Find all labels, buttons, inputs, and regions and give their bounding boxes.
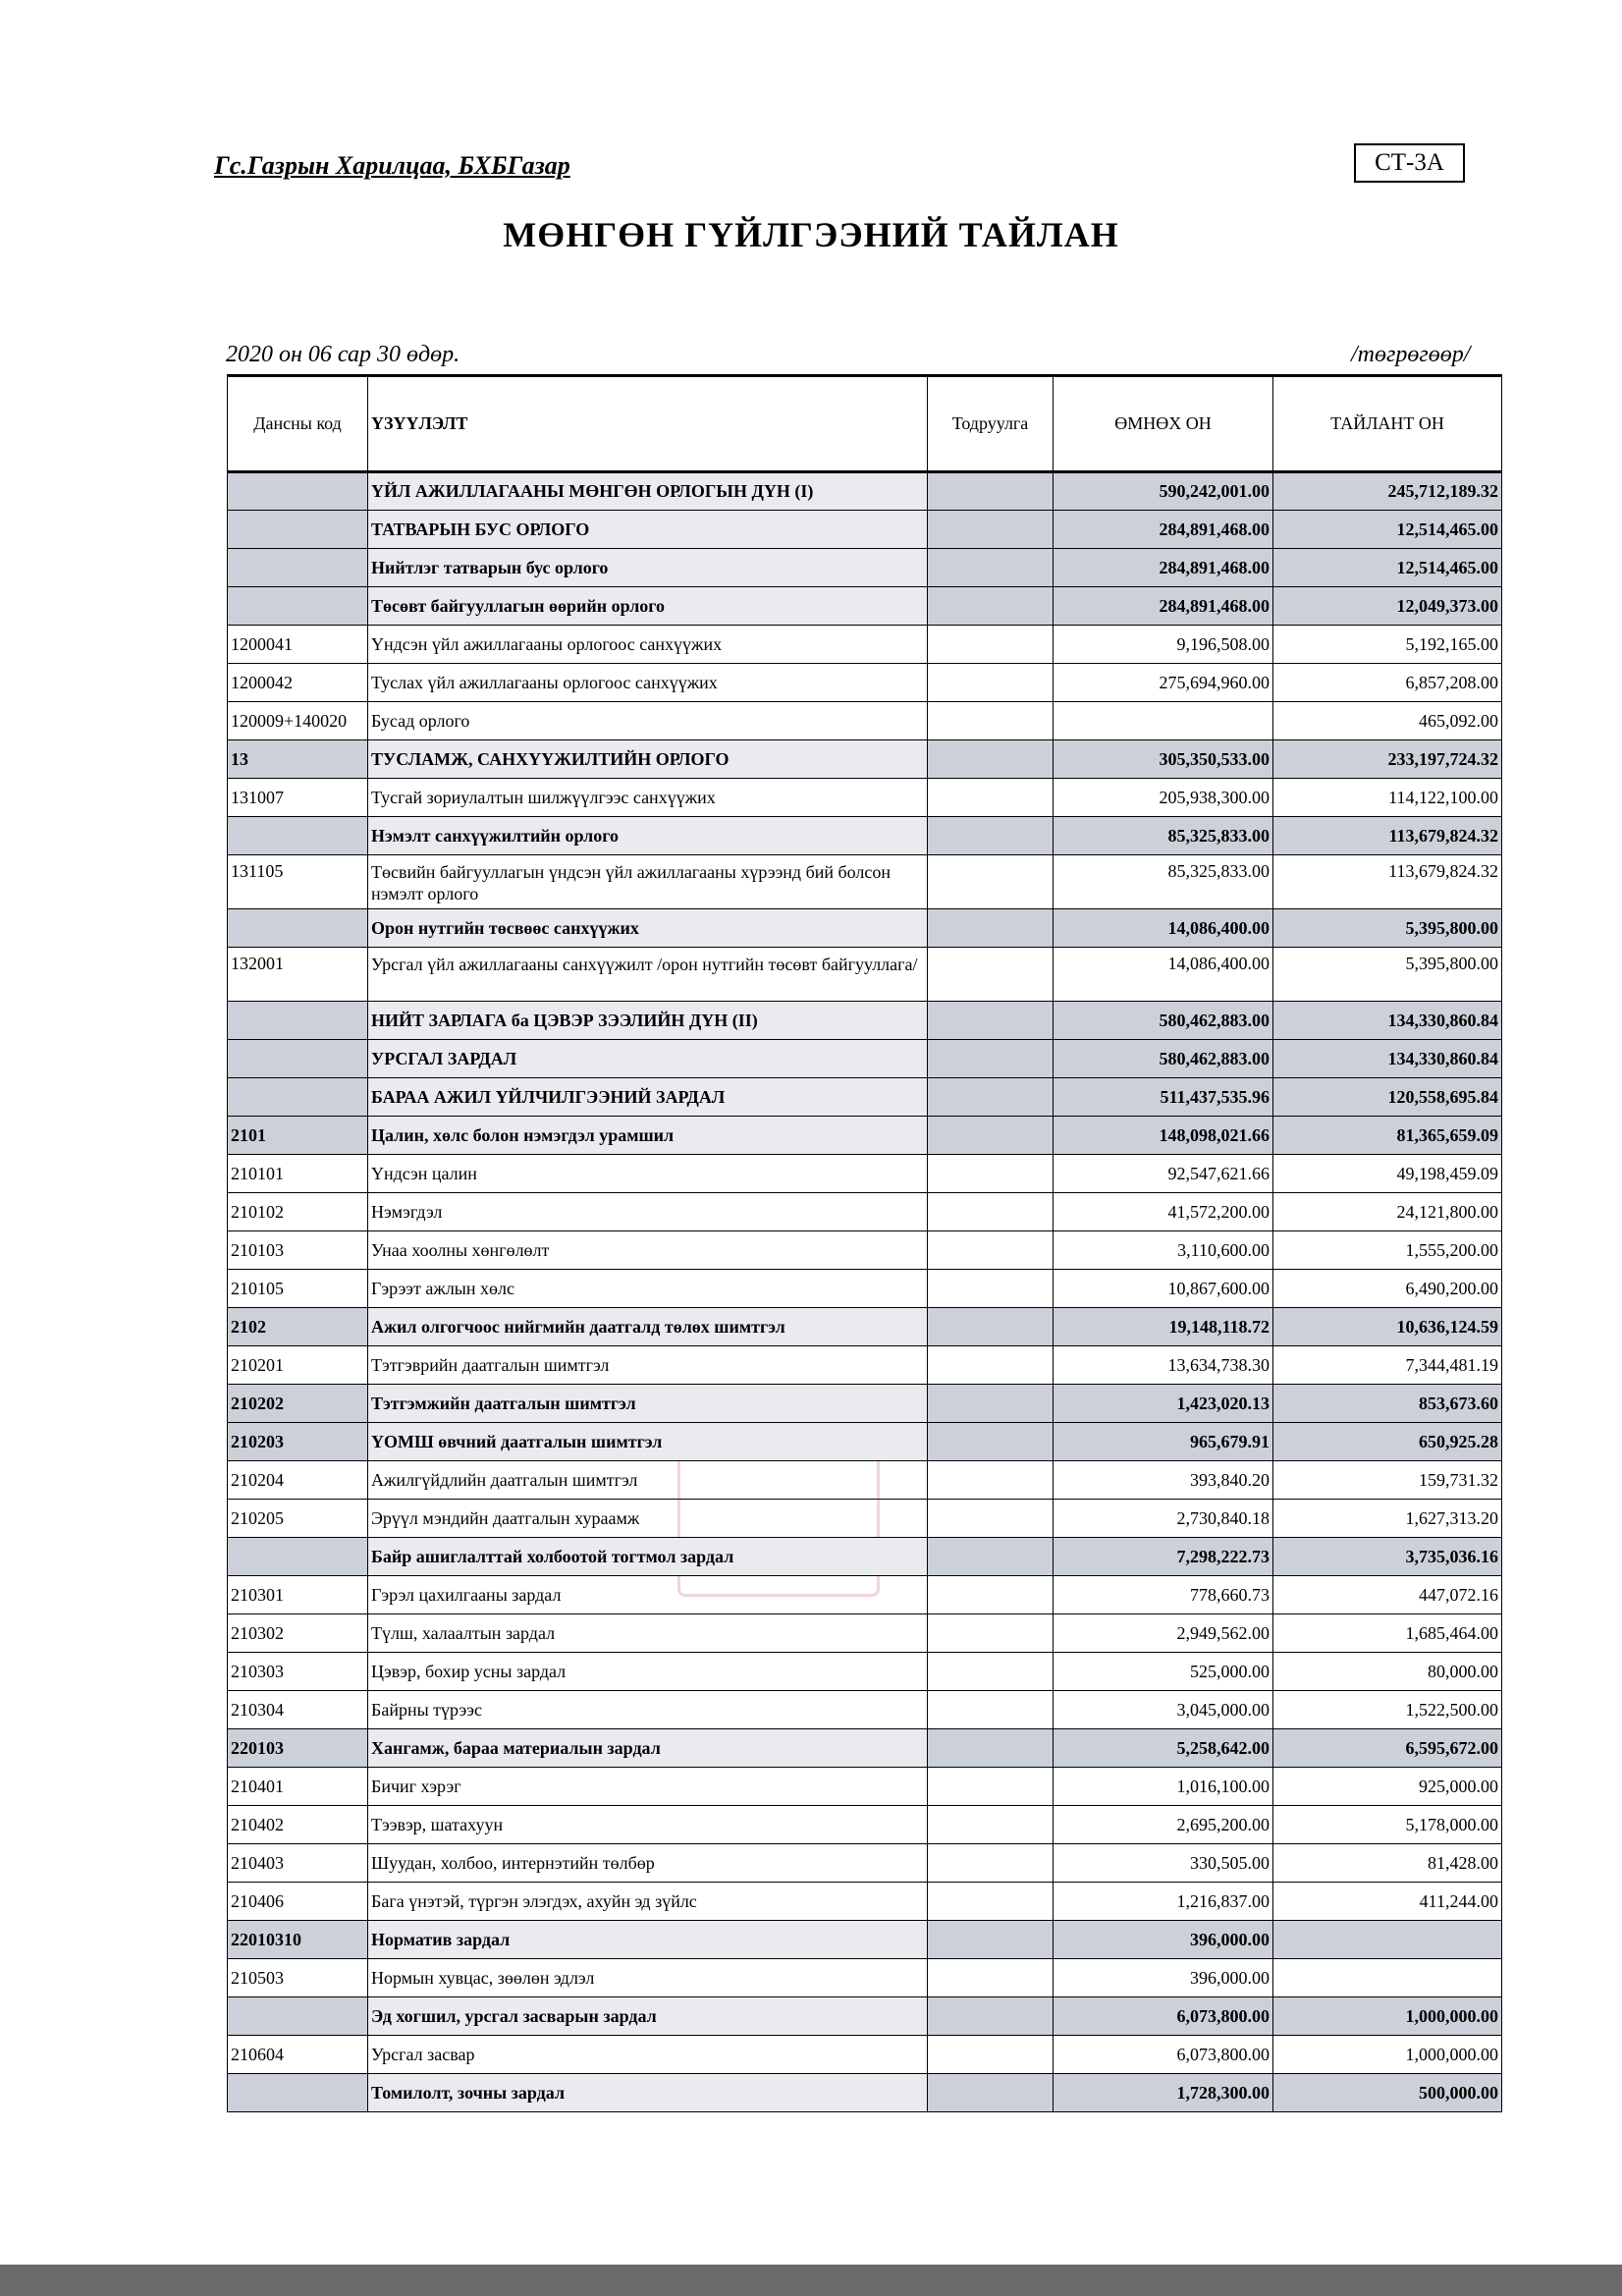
- row-description: Тусгай зориулалтын шилжүүлгээс санхүүжих: [368, 779, 928, 817]
- row-current-year: 49,198,459.09: [1273, 1155, 1502, 1193]
- row-code: 210203: [228, 1423, 368, 1461]
- row-note: [928, 855, 1054, 909]
- row-note: [928, 1538, 1054, 1576]
- table-row: [228, 664, 1502, 702]
- row-description: Шуудан, холбоо, интернэтийн төлбөр: [368, 1844, 928, 1883]
- row-previous-year: 19,148,118.72: [1054, 1308, 1273, 1346]
- report-date: 2020 он 06 сар 30 өдөр.: [226, 342, 460, 367]
- row-current-year: 6,857,208.00: [1273, 664, 1502, 702]
- table-row: [228, 1346, 1502, 1385]
- row-note: [928, 1653, 1054, 1691]
- row-previous-year: 148,098,021.66: [1054, 1117, 1273, 1155]
- row-code: [228, 511, 368, 549]
- row-previous-year: 41,572,200.00: [1054, 1193, 1273, 1231]
- row-description: Хангамж, бараа материалын зардал: [368, 1729, 928, 1768]
- row-description: Нэмэлт санхүүжилтийн орлого: [368, 817, 928, 855]
- table-row: [228, 855, 1502, 909]
- row-code: 210503: [228, 1959, 368, 1997]
- row-code: [228, 472, 368, 511]
- row-code: 210401: [228, 1768, 368, 1806]
- table-row: [228, 511, 1502, 549]
- column-header-description: ҮЗҮҮЛЭЛТ: [368, 376, 928, 472]
- table-row: [228, 626, 1502, 664]
- row-code: [228, 1997, 368, 2036]
- row-previous-year: 396,000.00: [1054, 1921, 1273, 1959]
- row-description: Эд хогшил, урсгал засварын зардал: [368, 1997, 928, 2036]
- row-current-year: 1,000,000.00: [1273, 1997, 1502, 2036]
- row-note: [928, 1385, 1054, 1423]
- row-code: 1200041: [228, 626, 368, 664]
- table-row: [228, 1653, 1502, 1691]
- row-code: 210402: [228, 1806, 368, 1844]
- agency-name: Гс.Газрын Харилцаа, БХБГазар: [214, 151, 570, 180]
- table-row: [228, 1997, 1502, 2036]
- row-previous-year: 580,462,883.00: [1054, 1040, 1273, 1078]
- table-row: [228, 1117, 1502, 1155]
- table-row: [228, 1193, 1502, 1231]
- row-code: 2102: [228, 1308, 368, 1346]
- row-code: [228, 909, 368, 948]
- row-current-year: 159,731.32: [1273, 1461, 1502, 1500]
- table-header-row: [228, 376, 1502, 472]
- row-current-year: 3,735,036.16: [1273, 1538, 1502, 1576]
- row-current-year: 12,514,465.00: [1273, 549, 1502, 587]
- row-code: 210406: [228, 1883, 368, 1921]
- row-note: [928, 1500, 1054, 1538]
- row-previous-year: 1,016,100.00: [1054, 1768, 1273, 1806]
- row-code: 210102: [228, 1193, 368, 1231]
- table-row: [228, 948, 1502, 1002]
- row-code: 210604: [228, 2036, 368, 2074]
- row-current-year: 120,558,695.84: [1273, 1078, 1502, 1117]
- row-current-year: 7,344,481.19: [1273, 1346, 1502, 1385]
- row-previous-year: 85,325,833.00: [1054, 817, 1273, 855]
- row-previous-year: 275,694,960.00: [1054, 664, 1273, 702]
- row-description: Төсөвт байгууллагын өөрийн орлого: [368, 587, 928, 626]
- row-note: [928, 2074, 1054, 2112]
- row-description: Байрны түрээс: [368, 1691, 928, 1729]
- row-note: [928, 1270, 1054, 1308]
- row-code: 210103: [228, 1231, 368, 1270]
- table-row: [228, 1423, 1502, 1461]
- row-description: Нийтлэг татварын бус орлого: [368, 549, 928, 587]
- row-previous-year: 525,000.00: [1054, 1653, 1273, 1691]
- row-description: Төсвийн байгууллагын үндсэн үйл ажиллагааны хүрээнд бий болсон нэмэлт орлого: [368, 855, 928, 909]
- row-note: [928, 626, 1054, 664]
- table-row: [228, 1500, 1502, 1538]
- row-current-year: 650,925.28: [1273, 1423, 1502, 1461]
- row-current-year: 12,514,465.00: [1273, 511, 1502, 549]
- row-description: Нормын хувцас, зөөлөн эдлэл: [368, 1959, 928, 1997]
- row-description: Орон нутгийн төсвөөс санхүүжих: [368, 909, 928, 948]
- row-previous-year: 1,728,300.00: [1054, 2074, 1273, 2112]
- row-note: [928, 1576, 1054, 1614]
- row-previous-year: 778,660.73: [1054, 1576, 1273, 1614]
- row-note: [928, 1959, 1054, 1997]
- row-note: [928, 1078, 1054, 1117]
- row-description: Урсгал засвар: [368, 2036, 928, 2074]
- row-previous-year: 305,350,533.00: [1054, 740, 1273, 779]
- row-current-year: 81,365,659.09: [1273, 1117, 1502, 1155]
- row-description: Цэвэр, бохир усны зардал: [368, 1653, 928, 1691]
- table-row: [228, 1270, 1502, 1308]
- row-description: Тэтгэмжийн даатгалын шимтгэл: [368, 1385, 928, 1423]
- scan-bottom-edge: [0, 2265, 1622, 2296]
- row-note: [928, 1155, 1054, 1193]
- row-previous-year: 511,437,535.96: [1054, 1078, 1273, 1117]
- table-row: [228, 1538, 1502, 1576]
- column-header-note: Тодруулга: [928, 376, 1054, 472]
- table-row: [228, 2036, 1502, 2074]
- table-row: [228, 1844, 1502, 1883]
- row-description: Бичиг хэрэг: [368, 1768, 928, 1806]
- table-row: [228, 779, 1502, 817]
- table-row: [228, 1385, 1502, 1423]
- row-current-year: 853,673.60: [1273, 1385, 1502, 1423]
- table-row: [228, 472, 1502, 511]
- row-previous-year: 1,423,020.13: [1054, 1385, 1273, 1423]
- table-row: [228, 909, 1502, 948]
- row-current-year: 24,121,800.00: [1273, 1193, 1502, 1231]
- table-row: [228, 817, 1502, 855]
- row-note: [928, 664, 1054, 702]
- row-code: 131105: [228, 855, 368, 909]
- cash-flow-table: [227, 374, 1502, 2112]
- row-current-year: 1,627,313.20: [1273, 1500, 1502, 1538]
- row-code: [228, 2074, 368, 2112]
- row-description: Үндсэн цалин: [368, 1155, 928, 1193]
- row-previous-year: 2,730,840.18: [1054, 1500, 1273, 1538]
- row-note: [928, 1461, 1054, 1500]
- row-note: [928, 1844, 1054, 1883]
- row-code: 210403: [228, 1844, 368, 1883]
- row-note: [928, 948, 1054, 1002]
- row-previous-year: 393,840.20: [1054, 1461, 1273, 1500]
- row-note: [928, 1346, 1054, 1385]
- row-note: [928, 1614, 1054, 1653]
- row-code: 13: [228, 740, 368, 779]
- row-description: Бусад орлого: [368, 702, 928, 740]
- row-description: ҮОМШ өвчний даатгалын шимтгэл: [368, 1423, 928, 1461]
- table-row: [228, 1078, 1502, 1117]
- row-note: [928, 1117, 1054, 1155]
- row-previous-year: 92,547,621.66: [1054, 1155, 1273, 1193]
- row-description: Түлш, халаалтын зардал: [368, 1614, 928, 1653]
- row-description: Туслах үйл ажиллагааны орлогоос санхүүжих: [368, 664, 928, 702]
- row-note: [928, 472, 1054, 511]
- row-description: Эрүүл мэндийн даатгалын хураамж: [368, 1500, 928, 1538]
- row-code: 210205: [228, 1500, 368, 1538]
- table-row: [228, 1576, 1502, 1614]
- column-header-current-year: ТАЙЛАНТ ОН: [1273, 376, 1502, 472]
- row-current-year: 5,192,165.00: [1273, 626, 1502, 664]
- row-previous-year: 965,679.91: [1054, 1423, 1273, 1461]
- row-code: [228, 817, 368, 855]
- row-current-year: [1273, 1921, 1502, 1959]
- row-note: [928, 1193, 1054, 1231]
- row-code: [228, 587, 368, 626]
- row-current-year: 114,122,100.00: [1273, 779, 1502, 817]
- row-current-year: 113,679,824.32: [1273, 817, 1502, 855]
- row-previous-year: [1054, 702, 1273, 740]
- table-row: [228, 740, 1502, 779]
- row-previous-year: 284,891,468.00: [1054, 587, 1273, 626]
- row-code: 210301: [228, 1576, 368, 1614]
- row-previous-year: 1,216,837.00: [1054, 1883, 1273, 1921]
- row-current-year: 12,049,373.00: [1273, 587, 1502, 626]
- row-current-year: 447,072.16: [1273, 1576, 1502, 1614]
- row-code: 210202: [228, 1385, 368, 1423]
- row-description: Норматив зардал: [368, 1921, 928, 1959]
- row-note: [928, 1040, 1054, 1078]
- row-current-year: 10,636,124.59: [1273, 1308, 1502, 1346]
- row-previous-year: 7,298,222.73: [1054, 1538, 1273, 1576]
- row-description: Тээвэр, шатахуун: [368, 1806, 928, 1844]
- row-previous-year: 13,634,738.30: [1054, 1346, 1273, 1385]
- row-note: [928, 511, 1054, 549]
- row-code: [228, 1078, 368, 1117]
- row-code: 210201: [228, 1346, 368, 1385]
- row-description: Бага үнэтэй, түргэн элэгдэх, ахуйн эд зүйлс: [368, 1883, 928, 1921]
- row-code: 210302: [228, 1614, 368, 1653]
- row-current-year: 5,178,000.00: [1273, 1806, 1502, 1844]
- row-code: 210304: [228, 1691, 368, 1729]
- table-row: [228, 1614, 1502, 1653]
- table-row: [228, 1461, 1502, 1500]
- column-header-previous-year: ӨМНӨХ ОН: [1054, 376, 1273, 472]
- row-description: ТАТВАРЫН БУС ОРЛОГО: [368, 511, 928, 549]
- row-description: Нэмэгдэл: [368, 1193, 928, 1231]
- row-current-year: 6,595,672.00: [1273, 1729, 1502, 1768]
- table-row: [228, 1729, 1502, 1768]
- row-code: 2101: [228, 1117, 368, 1155]
- row-current-year: 134,330,860.84: [1273, 1002, 1502, 1040]
- row-note: [928, 1423, 1054, 1461]
- row-code: 220103: [228, 1729, 368, 1768]
- row-previous-year: 3,045,000.00: [1054, 1691, 1273, 1729]
- row-note: [928, 702, 1054, 740]
- row-previous-year: 284,891,468.00: [1054, 549, 1273, 587]
- table-row: [228, 1959, 1502, 1997]
- row-previous-year: 2,949,562.00: [1054, 1614, 1273, 1653]
- row-description: Томилолт, зочны зардал: [368, 2074, 928, 2112]
- row-description: Гэрэл цахилгааны зардал: [368, 1576, 928, 1614]
- row-code: 210101: [228, 1155, 368, 1193]
- row-description: Байр ашиглалттай холбоотой тогтмол зардал: [368, 1538, 928, 1576]
- row-code: [228, 1002, 368, 1040]
- row-current-year: 1,685,464.00: [1273, 1614, 1502, 1653]
- table-row: [228, 1806, 1502, 1844]
- report-title: МӨНГӨН ГҮЙЛГЭЭНИЙ ТАЙЛАН: [503, 215, 1119, 254]
- row-description: ТУСЛАМЖ, САНХҮҮЖИЛТИЙН ОРЛОГО: [368, 740, 928, 779]
- table-row: [228, 1231, 1502, 1270]
- row-description: Ажилгүйдлийн даатгалын шимтгэл: [368, 1461, 928, 1500]
- row-current-year: 134,330,860.84: [1273, 1040, 1502, 1078]
- column-header-code: Дансны код: [228, 376, 368, 472]
- row-note: [928, 1002, 1054, 1040]
- row-description: Ажил олгогчоос нийгмийн даатгалд төлөх шимтгэл: [368, 1308, 928, 1346]
- row-previous-year: 14,086,400.00: [1054, 948, 1273, 1002]
- row-current-year: 925,000.00: [1273, 1768, 1502, 1806]
- row-description: Үндсэн үйл ажиллагааны орлогоос санхүүжих: [368, 626, 928, 664]
- row-previous-year: 330,505.00: [1054, 1844, 1273, 1883]
- row-note: [928, 1729, 1054, 1768]
- row-current-year: 500,000.00: [1273, 2074, 1502, 2112]
- row-code: 131007: [228, 779, 368, 817]
- row-description: Унаа хоолны хөнгөлөлт: [368, 1231, 928, 1270]
- currency-unit: /төгрөгөөр/: [1351, 342, 1471, 367]
- row-previous-year: 2,695,200.00: [1054, 1806, 1273, 1844]
- row-previous-year: 590,242,001.00: [1054, 472, 1273, 511]
- row-note: [928, 1921, 1054, 1959]
- row-note: [928, 740, 1054, 779]
- row-description: Урсгал үйл ажиллагааны санхүүжилт /орон нутгийн төсөвт байгууллага/: [368, 948, 928, 1002]
- row-code: [228, 549, 368, 587]
- row-description: БАРАА АЖИЛ ҮЙЛЧИЛГЭЭНИЙ ЗАРДАЛ: [368, 1078, 928, 1117]
- row-current-year: 233,197,724.32: [1273, 740, 1502, 779]
- row-current-year: 1,522,500.00: [1273, 1691, 1502, 1729]
- row-code: 22010310: [228, 1921, 368, 1959]
- row-current-year: 5,395,800.00: [1273, 909, 1502, 948]
- table-row: [228, 1921, 1502, 1959]
- row-current-year: 411,244.00: [1273, 1883, 1502, 1921]
- row-previous-year: 14,086,400.00: [1054, 909, 1273, 948]
- row-code: 210105: [228, 1270, 368, 1308]
- row-current-year: [1273, 1959, 1502, 1997]
- row-current-year: 6,490,200.00: [1273, 1270, 1502, 1308]
- row-code: [228, 1538, 368, 1576]
- row-code: 210204: [228, 1461, 368, 1500]
- row-note: [928, 1691, 1054, 1729]
- row-current-year: 1,000,000.00: [1273, 2036, 1502, 2074]
- row-previous-year: 205,938,300.00: [1054, 779, 1273, 817]
- form-code-box: СТ-3А: [1354, 143, 1465, 183]
- row-note: [928, 779, 1054, 817]
- row-note: [928, 1231, 1054, 1270]
- row-description: Гэрээт ажлын хөлс: [368, 1270, 928, 1308]
- table-row: [228, 1002, 1502, 1040]
- row-current-year: 1,555,200.00: [1273, 1231, 1502, 1270]
- row-description: Цалин, хөлс болон нэмэгдэл урамшил: [368, 1117, 928, 1155]
- row-note: [928, 1883, 1054, 1921]
- row-note: [928, 1806, 1054, 1844]
- table-row: [228, 1768, 1502, 1806]
- row-previous-year: 85,325,833.00: [1054, 855, 1273, 909]
- row-description: НИЙТ ЗАРЛАГА ба ЦЭВЭР ЗЭЭЛИЙН ДҮН (II): [368, 1002, 928, 1040]
- table-row: [228, 1040, 1502, 1078]
- row-note: [928, 549, 1054, 587]
- row-description: Тэтгэврийн даатгалын шимтгэл: [368, 1346, 928, 1385]
- row-previous-year: 580,462,883.00: [1054, 1002, 1273, 1040]
- table-row: [228, 1308, 1502, 1346]
- row-previous-year: 5,258,642.00: [1054, 1729, 1273, 1768]
- row-previous-year: 10,867,600.00: [1054, 1270, 1273, 1308]
- row-description: ҮЙЛ АЖИЛЛАГААНЫ МӨНГӨН ОРЛОГЫН ДҮН (I): [368, 472, 928, 511]
- table-row: [228, 1691, 1502, 1729]
- row-note: [928, 1308, 1054, 1346]
- row-previous-year: 6,073,800.00: [1054, 2036, 1273, 2074]
- row-note: [928, 2036, 1054, 2074]
- row-code: 120009+140020: [228, 702, 368, 740]
- row-previous-year: 6,073,800.00: [1054, 1997, 1273, 2036]
- table-row: [228, 549, 1502, 587]
- table-row: [228, 2074, 1502, 2112]
- row-current-year: 5,395,800.00: [1273, 948, 1502, 1002]
- table-row: [228, 587, 1502, 626]
- row-previous-year: 9,196,508.00: [1054, 626, 1273, 664]
- table-row: [228, 702, 1502, 740]
- row-code: 1200042: [228, 664, 368, 702]
- row-note: [928, 1768, 1054, 1806]
- row-current-year: 80,000.00: [1273, 1653, 1502, 1691]
- row-current-year: 245,712,189.32: [1273, 472, 1502, 511]
- row-note: [928, 909, 1054, 948]
- row-previous-year: 396,000.00: [1054, 1959, 1273, 1997]
- row-previous-year: 3,110,600.00: [1054, 1231, 1273, 1270]
- table-row: [228, 1883, 1502, 1921]
- row-code: 210303: [228, 1653, 368, 1691]
- row-previous-year: 284,891,468.00: [1054, 511, 1273, 549]
- row-note: [928, 817, 1054, 855]
- row-code: 132001: [228, 948, 368, 1002]
- row-current-year: 81,428.00: [1273, 1844, 1502, 1883]
- row-note: [928, 1997, 1054, 2036]
- row-code: [228, 1040, 368, 1078]
- row-description: УРСГАЛ ЗАРДАЛ: [368, 1040, 928, 1078]
- row-note: [928, 587, 1054, 626]
- row-current-year: 465,092.00: [1273, 702, 1502, 740]
- row-current-year: 113,679,824.32: [1273, 855, 1502, 909]
- table-row: [228, 1155, 1502, 1193]
